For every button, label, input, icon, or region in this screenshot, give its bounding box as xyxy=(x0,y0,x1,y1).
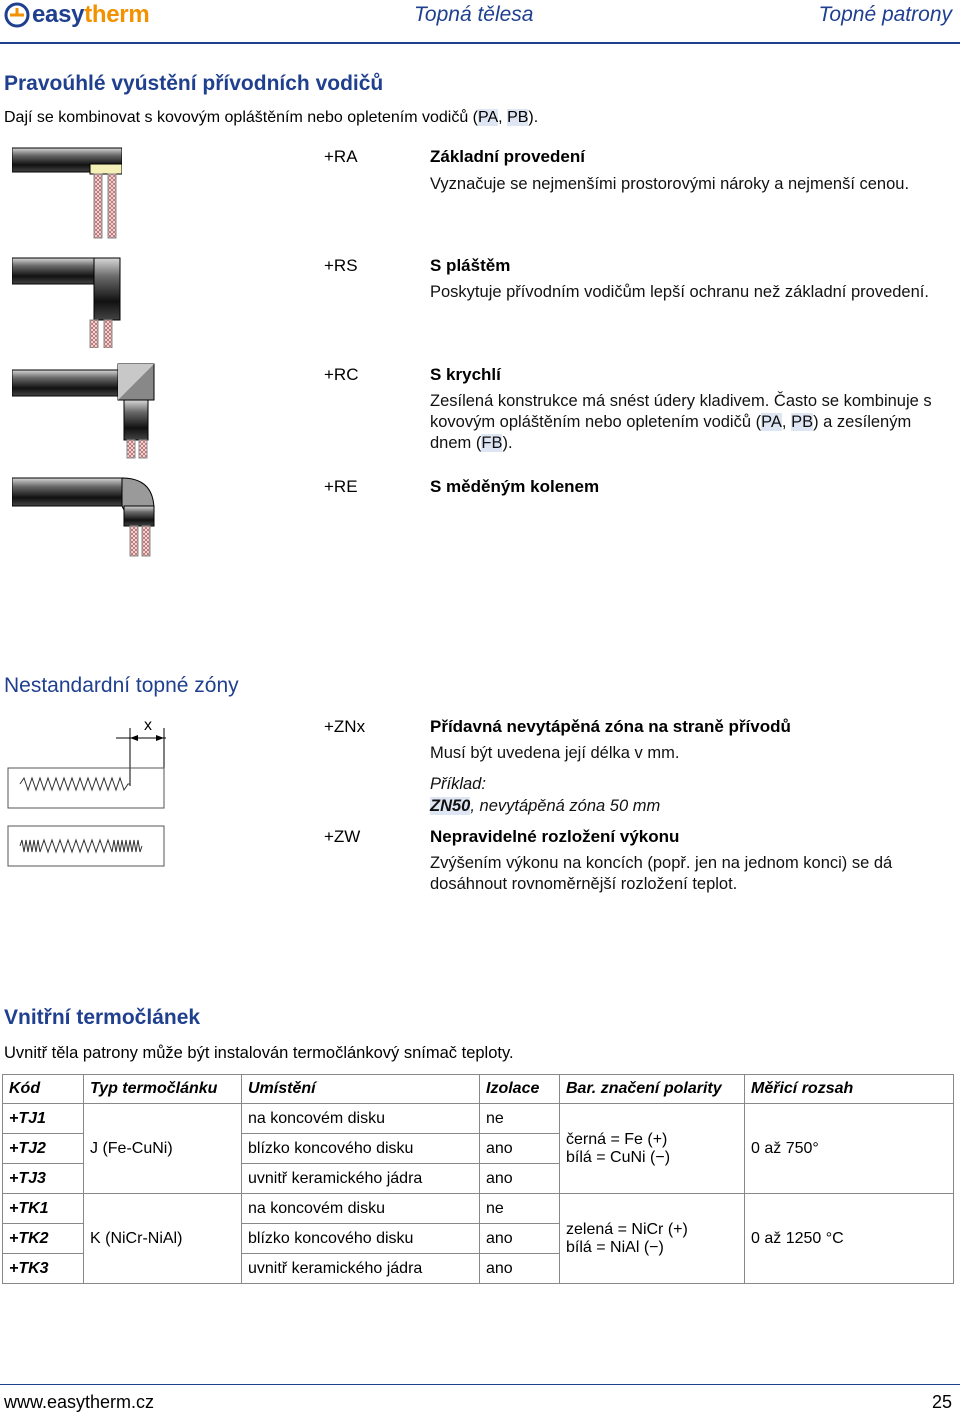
code-rc: +RC xyxy=(324,365,359,384)
cell-insulation: ano xyxy=(480,1254,560,1284)
col-header-location: Umístění xyxy=(242,1075,480,1104)
title-rc: S krychlí xyxy=(430,365,501,384)
cell-location: blízko koncového disku xyxy=(242,1224,480,1254)
header-rule xyxy=(0,42,960,44)
cell-code: +TK2 xyxy=(3,1224,84,1254)
logo-text-easy: easy xyxy=(32,1,85,28)
desc-rc: Zesílená konstrukce má snést údery kladivem. Často se kombinuje s kovovým opláštěním nebo opletením vodičů (PA, PB) a zesíleným dnem (FB). xyxy=(430,392,932,452)
thermocouple-table xyxy=(2,1074,954,1284)
title-znx: Přídavná nevytápěná zóna na straně přívodů xyxy=(430,717,791,736)
title-re: S měděným kolenem xyxy=(430,477,600,496)
code-znx: +ZNx xyxy=(324,717,366,736)
header-category: Topná tělesa xyxy=(414,3,534,26)
header-subcategory: Topné patrony xyxy=(818,3,952,26)
rc-cartridge-image xyxy=(12,362,157,460)
cell-polarity: černá = Fe (+) bílá = CuNi (−) xyxy=(560,1104,745,1194)
cell-code: +TK1 xyxy=(3,1194,84,1224)
cell-location: na koncovém disku xyxy=(242,1194,480,1224)
cell-insulation: ano xyxy=(480,1164,560,1194)
example-label: Příklad: xyxy=(430,775,486,793)
section-intro-angled-leads: Dají se kombinovat s kovovým opláštěním nebo opletením vodičů (PA, PB). xyxy=(4,109,539,126)
logo-icon xyxy=(4,2,30,28)
cell-type: J (Fe-CuNi) xyxy=(84,1104,242,1194)
section-title-angled-leads: Pravoúhlé vyústění přívodních vodičů xyxy=(4,72,384,95)
cell-code: +TJ2 xyxy=(3,1134,84,1164)
code-re: +RE xyxy=(324,477,358,496)
zones-diagram xyxy=(6,714,166,870)
dim-label-x: x xyxy=(144,717,152,734)
logo-text-therm: therm xyxy=(84,1,150,28)
cell-range: 0 až 750° xyxy=(745,1104,954,1194)
cell-location: uvnitř keramického jádra xyxy=(242,1254,480,1284)
table-row xyxy=(3,1104,954,1134)
cell-insulation: ne xyxy=(480,1104,560,1134)
table-header-row xyxy=(3,1075,954,1104)
title-zw: Nepravidelné rozložení výkonu xyxy=(430,827,680,846)
cell-code: +TK3 xyxy=(3,1254,84,1284)
cell-type: K (NiCr-NiAl) xyxy=(84,1194,242,1284)
col-header-code: Kód xyxy=(3,1075,84,1104)
cell-insulation: ano xyxy=(480,1224,560,1254)
code-rs: +RS xyxy=(324,256,358,275)
cell-polarity: zelená = NiCr (+) bílá = NiAl (−) xyxy=(560,1194,745,1284)
page-number: 25 xyxy=(931,1392,952,1412)
title-rs: S pláštěm xyxy=(430,256,511,275)
footer-url[interactable]: www.easytherm.cz xyxy=(4,1392,155,1412)
cell-location: uvnitř keramického jádra xyxy=(242,1164,480,1194)
table-row xyxy=(3,1194,954,1224)
logo xyxy=(4,0,149,30)
cell-code: +TJ1 xyxy=(3,1104,84,1134)
example-text: ZN50, nevytápěná zóna 50 mm xyxy=(430,797,661,815)
desc-rs: Poskytuje přívodním vodičům lepší ochranu než základní provedení. xyxy=(430,283,929,301)
cell-insulation: ne xyxy=(480,1194,560,1224)
section-title-zones: Nestandardní topné zóny xyxy=(4,674,239,697)
title-ra: Základní provedení xyxy=(430,147,585,166)
cell-code: +TJ3 xyxy=(3,1164,84,1194)
col-header-polarity: Bar. značení polarity xyxy=(560,1075,745,1104)
code-zw: +ZW xyxy=(324,827,361,846)
col-header-insulation: Izolace xyxy=(480,1075,560,1104)
desc-zw: Zvýšením výkonu na koncích (popř. jen na jednom konci) se dá dosáhnout rovnoměrnější rozložení teplot. xyxy=(430,854,893,893)
section-title-thermocouple: Vnitřní termočlánek xyxy=(4,1006,201,1029)
desc-ra: Vyznačuje se nejmenšími prostorovými nároky a nejmenší cenou. xyxy=(430,175,910,193)
col-header-range: Měřicí rozsah xyxy=(745,1075,954,1104)
cell-range: 0 až 1250 °C xyxy=(745,1194,954,1284)
footer-rule xyxy=(0,1384,960,1385)
desc-znx: Musí být uvedena její délka v mm. xyxy=(430,744,680,762)
cell-location: blízko koncového disku xyxy=(242,1134,480,1164)
section-intro-thermocouple: Uvnitř těla patrony může být instalován termočlánkový snímač teploty. xyxy=(4,1044,514,1062)
col-header-type: Typ termočlánku xyxy=(84,1075,242,1104)
re-cartridge-image xyxy=(12,474,157,558)
ra-cartridge-image xyxy=(12,146,122,240)
code-ra: +RA xyxy=(324,147,358,166)
cell-insulation: ano xyxy=(480,1134,560,1164)
rs-cartridge-image xyxy=(12,256,122,348)
cell-location: na koncovém disku xyxy=(242,1104,480,1134)
